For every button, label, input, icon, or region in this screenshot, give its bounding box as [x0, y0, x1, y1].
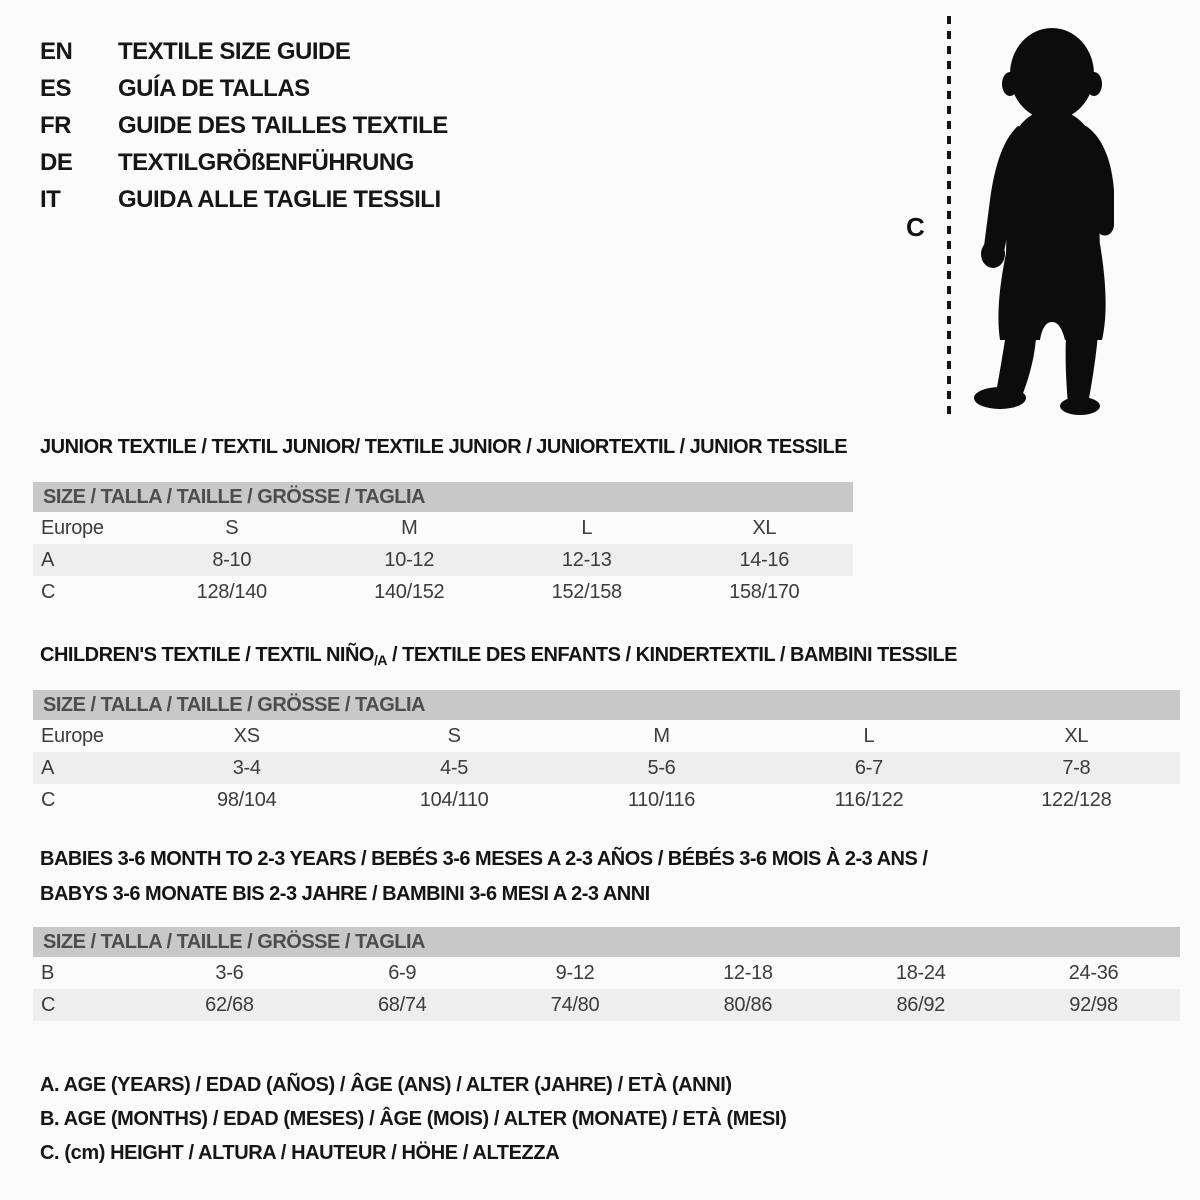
- language-code: DE: [40, 148, 73, 176]
- children-size-table: [33, 690, 1180, 816]
- language-title-list: [40, 33, 448, 218]
- table-row: [33, 576, 853, 608]
- size-cell: 104/110: [419, 788, 489, 811]
- size-cell: XS: [233, 724, 260, 747]
- children-title-sub: /A: [373, 652, 387, 668]
- table-row: [33, 544, 853, 576]
- children-title-pre: CHILDREN'S TEXTILE / TEXTIL NIÑO: [40, 644, 374, 666]
- size-cell: 14-16: [739, 548, 790, 571]
- size-cell: 3-6: [215, 961, 244, 984]
- babies-size-table: [33, 927, 1180, 1021]
- size-cell: M: [653, 724, 670, 747]
- table-row: [33, 989, 1180, 1021]
- size-cell: XL: [1064, 724, 1089, 747]
- size-cell: 5-6: [647, 756, 676, 779]
- size-cell: XL: [752, 516, 777, 539]
- size-cell: 7-8: [1062, 756, 1091, 779]
- row-label: Europe: [41, 516, 104, 539]
- size-cell: 8-10: [212, 548, 252, 571]
- row-label: B: [41, 961, 55, 984]
- size-header-label: SIZE / TALLA / TAILLE / GRÖSSE / TAGLIA: [43, 485, 425, 508]
- legend-line-c: C. (cm) HEIGHT / ALTURA / HAUTEUR / HÖHE / ALTEZZA: [40, 1142, 560, 1164]
- size-cell: 12-18: [723, 961, 773, 984]
- table-body: [33, 720, 1180, 816]
- legend-line-a: A. AGE (YEARS) / EDAD (AÑOS) / ÂGE (ANS) / ALTER (JAHRE) / ETÀ (ANNI): [40, 1074, 732, 1096]
- guide-title: GUÍA DE TALLAS: [118, 74, 310, 102]
- legend-line-b: B. AGE (MONTHS) / EDAD (MESES) / ÂGE (MOIS) / ALTER (MONATE) / ETÀ (MESI): [40, 1108, 787, 1130]
- size-cell: 10-12: [384, 548, 435, 571]
- row-label: A: [41, 756, 55, 779]
- size-header-bar: [33, 690, 1180, 720]
- guide-title: GUIDA ALLE TAGLIE TESSILI: [118, 185, 441, 213]
- row-label: C: [41, 788, 56, 811]
- size-cell: L: [581, 516, 593, 539]
- guide-title: TEXTILE SIZE GUIDE: [118, 37, 351, 65]
- size-cell: 110/116: [627, 788, 696, 811]
- size-header-bar: [33, 482, 853, 512]
- table-row: [33, 720, 1180, 752]
- height-measure-dashed-line: [947, 16, 951, 416]
- list-item: [40, 107, 448, 144]
- size-cell: 158/170: [729, 580, 800, 603]
- size-cell: S: [447, 724, 461, 747]
- size-cell: 98/104: [217, 788, 277, 811]
- size-header-label: SIZE / TALLA / TAILLE / GRÖSSE / TAGLIA: [43, 930, 425, 953]
- row-label: Europe: [41, 724, 104, 747]
- table-body: [33, 512, 853, 608]
- size-cell: S: [225, 516, 239, 539]
- row-label: A: [41, 548, 55, 571]
- junior-section-title: JUNIOR TEXTILE / TEXTIL JUNIOR/ TEXTILE JUNIOR / JUNIORTEXTIL / JUNIOR TESSILE: [40, 436, 848, 458]
- table-row: [33, 512, 853, 544]
- size-cell: 6-7: [854, 756, 883, 779]
- size-cell: L: [863, 724, 875, 747]
- size-cell: 18-24: [895, 961, 946, 984]
- toddler-silhouette-icon: [966, 14, 1134, 416]
- height-measure-label: C: [906, 212, 925, 242]
- size-cell: 86/92: [896, 993, 945, 1016]
- list-item: [40, 144, 448, 181]
- size-header-bar: [33, 927, 1180, 957]
- list-item: [40, 181, 448, 218]
- row-label: C: [41, 580, 56, 603]
- size-header-label: SIZE / TALLA / TAILLE / GRÖSSE / TAGLIA: [43, 693, 425, 716]
- size-cell: 152/158: [551, 580, 622, 603]
- children-title-post: / TEXTILE DES ENFANTS / KINDERTEXTIL / BAMBINI TESSILE: [386, 644, 957, 666]
- children-section-title: [40, 643, 957, 673]
- size-cell: 68/74: [377, 993, 427, 1016]
- size-cell: 3-4: [232, 756, 261, 779]
- size-cell: 12-13: [561, 548, 612, 571]
- guide-title: GUIDE DES TAILLES TEXTILE: [118, 111, 448, 139]
- junior-size-table: [33, 482, 853, 608]
- size-cell: 140/152: [374, 580, 445, 603]
- size-cell: M: [401, 516, 418, 539]
- table-row: [33, 957, 1180, 989]
- size-cell: 128/140: [196, 580, 267, 603]
- size-cell: 9-12: [555, 961, 595, 984]
- row-label: C: [41, 993, 56, 1016]
- language-code: ES: [40, 74, 72, 102]
- size-cell: 74/80: [550, 993, 600, 1016]
- table-row: [33, 752, 1180, 784]
- babies-title-line2: BABYS 3-6 MONATE BIS 2-3 JAHRE / BAMBINI 3-6 MESI A 2-3 ANNI: [40, 883, 650, 905]
- size-cell: 92/98: [1069, 993, 1118, 1016]
- language-code: FR: [40, 111, 71, 139]
- size-cell: 24-36: [1068, 961, 1119, 984]
- list-item: [40, 33, 448, 70]
- guide-title: TEXTILGRÖßENFÜHRUNG: [118, 148, 414, 176]
- size-cell: 80/86: [723, 993, 773, 1016]
- language-code: EN: [40, 37, 73, 65]
- table-row: [33, 784, 1180, 816]
- measurement-legend: [40, 1068, 786, 1170]
- size-cell: 6-9: [388, 961, 417, 984]
- list-item: [40, 70, 448, 107]
- language-code: IT: [40, 185, 61, 213]
- size-cell: 4-5: [440, 756, 469, 779]
- babies-title-line1: BABIES 3-6 MONTH TO 2-3 YEARS / BEBÉS 3-6 MESES A 2-3 AÑOS / BÉBÉS 3-6 MOIS À 2-3 ANS /: [40, 848, 928, 870]
- size-cell: 62/68: [205, 993, 254, 1016]
- babies-section-title: [40, 847, 940, 907]
- size-cell: 122/128: [1041, 788, 1112, 811]
- size-cell: 116/122: [834, 788, 904, 811]
- table-body: [33, 957, 1180, 1021]
